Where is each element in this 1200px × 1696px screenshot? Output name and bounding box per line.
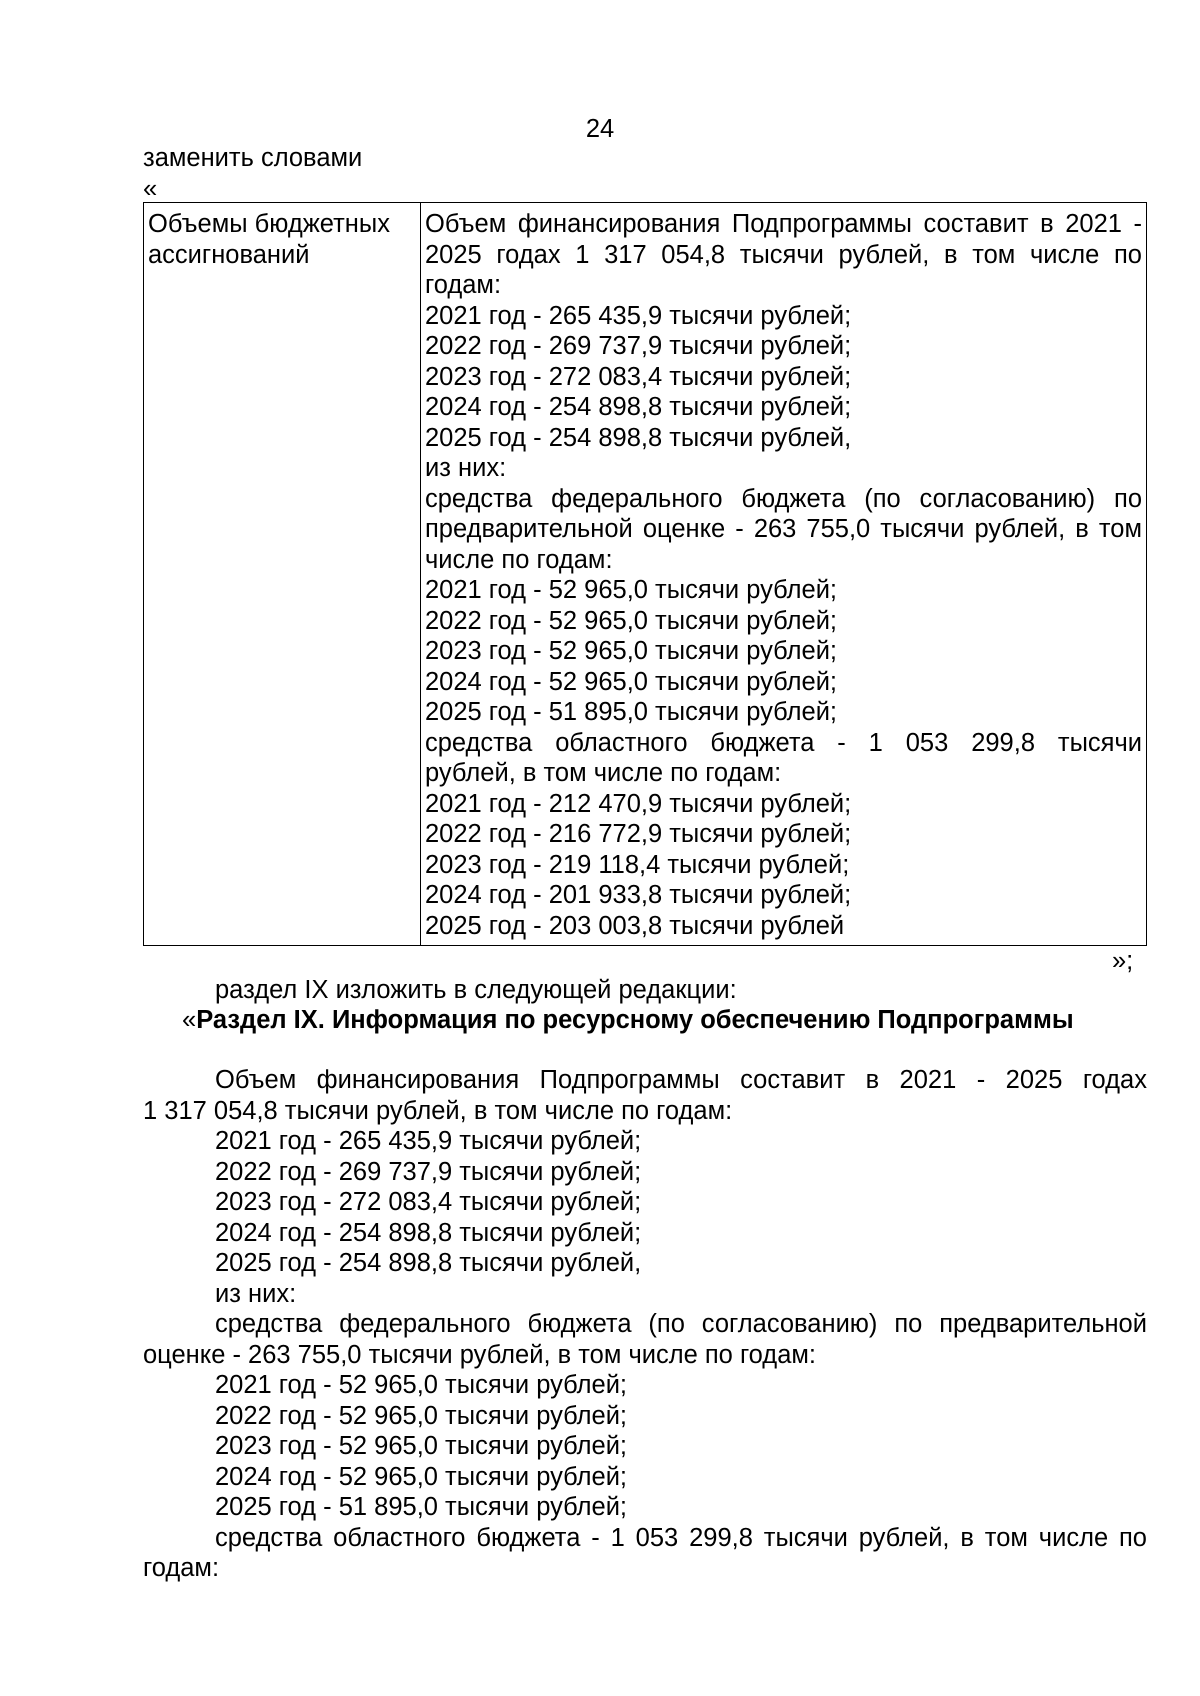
table-line: 2024 год - 254 898,8 тысячи рублей; xyxy=(425,393,852,421)
table-line: из них: xyxy=(425,454,507,482)
table-line: 2021 год - 265 435,9 тысячи рублей; xyxy=(425,301,852,330)
body-line: 2024 год - 52 965,0 тысячи рублей; xyxy=(215,1462,628,1491)
body-line: 2022 год - 269 737,9 тысячи рублей; xyxy=(215,1157,642,1186)
table-line: 2024 год - 52 965,0 тысячи рублей; xyxy=(425,667,838,696)
table-line: 2022 год - 269 737,9 тысячи рублей; xyxy=(425,332,852,360)
section-intro: раздел IX изложить в следующей редакции: xyxy=(215,976,737,1004)
body-line: 2021 год - 265 435,9 тысячи рублей; xyxy=(215,1127,642,1155)
table-line: 2023 год - 272 083,4 тысячи рублей; xyxy=(425,362,852,391)
open-quote: « xyxy=(143,174,158,203)
table-line: 2023 год - 219 118,4 тысячи рублей; xyxy=(425,850,850,879)
table-line: 2025 год - 254 898,8 тысячи рублей, xyxy=(425,423,852,452)
table-line: 2021 год - 212 470,9 тысячи рублей; xyxy=(425,789,852,818)
table-line: 2025 год - 203 003,8 тысячи рублей xyxy=(425,911,845,940)
close-quote: »; xyxy=(1112,947,1134,975)
body-line: 2022 год - 52 965,0 тысячи рублей; xyxy=(215,1401,628,1430)
table-line: годам: xyxy=(425,271,502,299)
section-title xyxy=(182,1005,1074,1036)
table-line: 2025 годах 1 317 054,8 тысячи рублей, в том числе по xyxy=(425,240,1142,269)
table-line: рублей, в том числе по годам: xyxy=(425,759,782,787)
body-line: 2023 год - 272 083,4 тысячи рублей; xyxy=(215,1188,642,1216)
table-right-cell xyxy=(421,203,1147,946)
body-line: оценке - 263 755,0 тысячи рублей, в том числе по годам: xyxy=(143,1340,816,1369)
section-title-text: Раздел IX. Информация по ресурсному обеспечению Подпрограммы xyxy=(196,1006,1074,1034)
table-row xyxy=(144,203,1147,946)
table-line: Объем финансирования Подпрограммы составит в 2021 - xyxy=(425,210,1142,238)
table-line: 2023 год - 52 965,0 тысячи рублей; xyxy=(425,637,838,665)
body-line: 2025 год - 51 895,0 тысячи рублей; xyxy=(215,1493,628,1521)
table-line: 2022 год - 52 965,0 тысячи рублей; xyxy=(425,606,838,635)
body-line: 2021 год - 52 965,0 тысячи рублей; xyxy=(215,1371,628,1399)
table-line: 2021 год - 52 965,0 тысячи рублей; xyxy=(425,576,838,604)
replace-with-text: заменить словами xyxy=(143,144,363,172)
body-line: средства федерального бюджета (по согласованию) по предварительной xyxy=(215,1310,1147,1338)
body-line: Объем финансирования Подпрограммы составит в 2021 - 2025 годах xyxy=(215,1066,1147,1094)
budget-table xyxy=(143,202,1147,946)
table-line: средства федерального бюджета (по согласованию) по xyxy=(425,484,1142,513)
section-title-quote: « xyxy=(182,1006,197,1034)
page-number: 24 xyxy=(585,115,615,143)
table-line: предварительной оценке - 263 755,0 тысячи рублей, в том xyxy=(425,515,1142,543)
table-line: 2022 год - 216 772,9 тысячи рублей; xyxy=(425,820,852,848)
table-left-cell: Объемы бюджетных ассигнований xyxy=(144,203,421,946)
intro-block xyxy=(143,143,362,204)
body-line: 1 317 054,8 тысячи рублей, в том числе по годам: xyxy=(143,1096,733,1125)
body-line: 2023 год - 52 965,0 тысячи рублей; xyxy=(215,1432,628,1460)
body-line: 2025 год - 254 898,8 тысячи рублей, xyxy=(215,1249,642,1277)
body-line: из них: xyxy=(215,1279,297,1308)
table-line: числе по годам: xyxy=(425,545,613,574)
body-line: средства областного бюджета - 1 053 299,8 тысячи рублей, в том числе по xyxy=(215,1523,1147,1552)
table-line: 2025 год - 51 895,0 тысячи рублей; xyxy=(425,698,838,726)
section-body xyxy=(143,1065,1147,1584)
table-line: средства областного бюджета - 1 053 299,8 тысячи xyxy=(425,728,1142,757)
body-line: 2024 год - 254 898,8 тысячи рублей; xyxy=(215,1218,642,1247)
body-line: годам: xyxy=(143,1554,220,1582)
table-line: 2024 год - 201 933,8 тысячи рублей; xyxy=(425,881,852,909)
